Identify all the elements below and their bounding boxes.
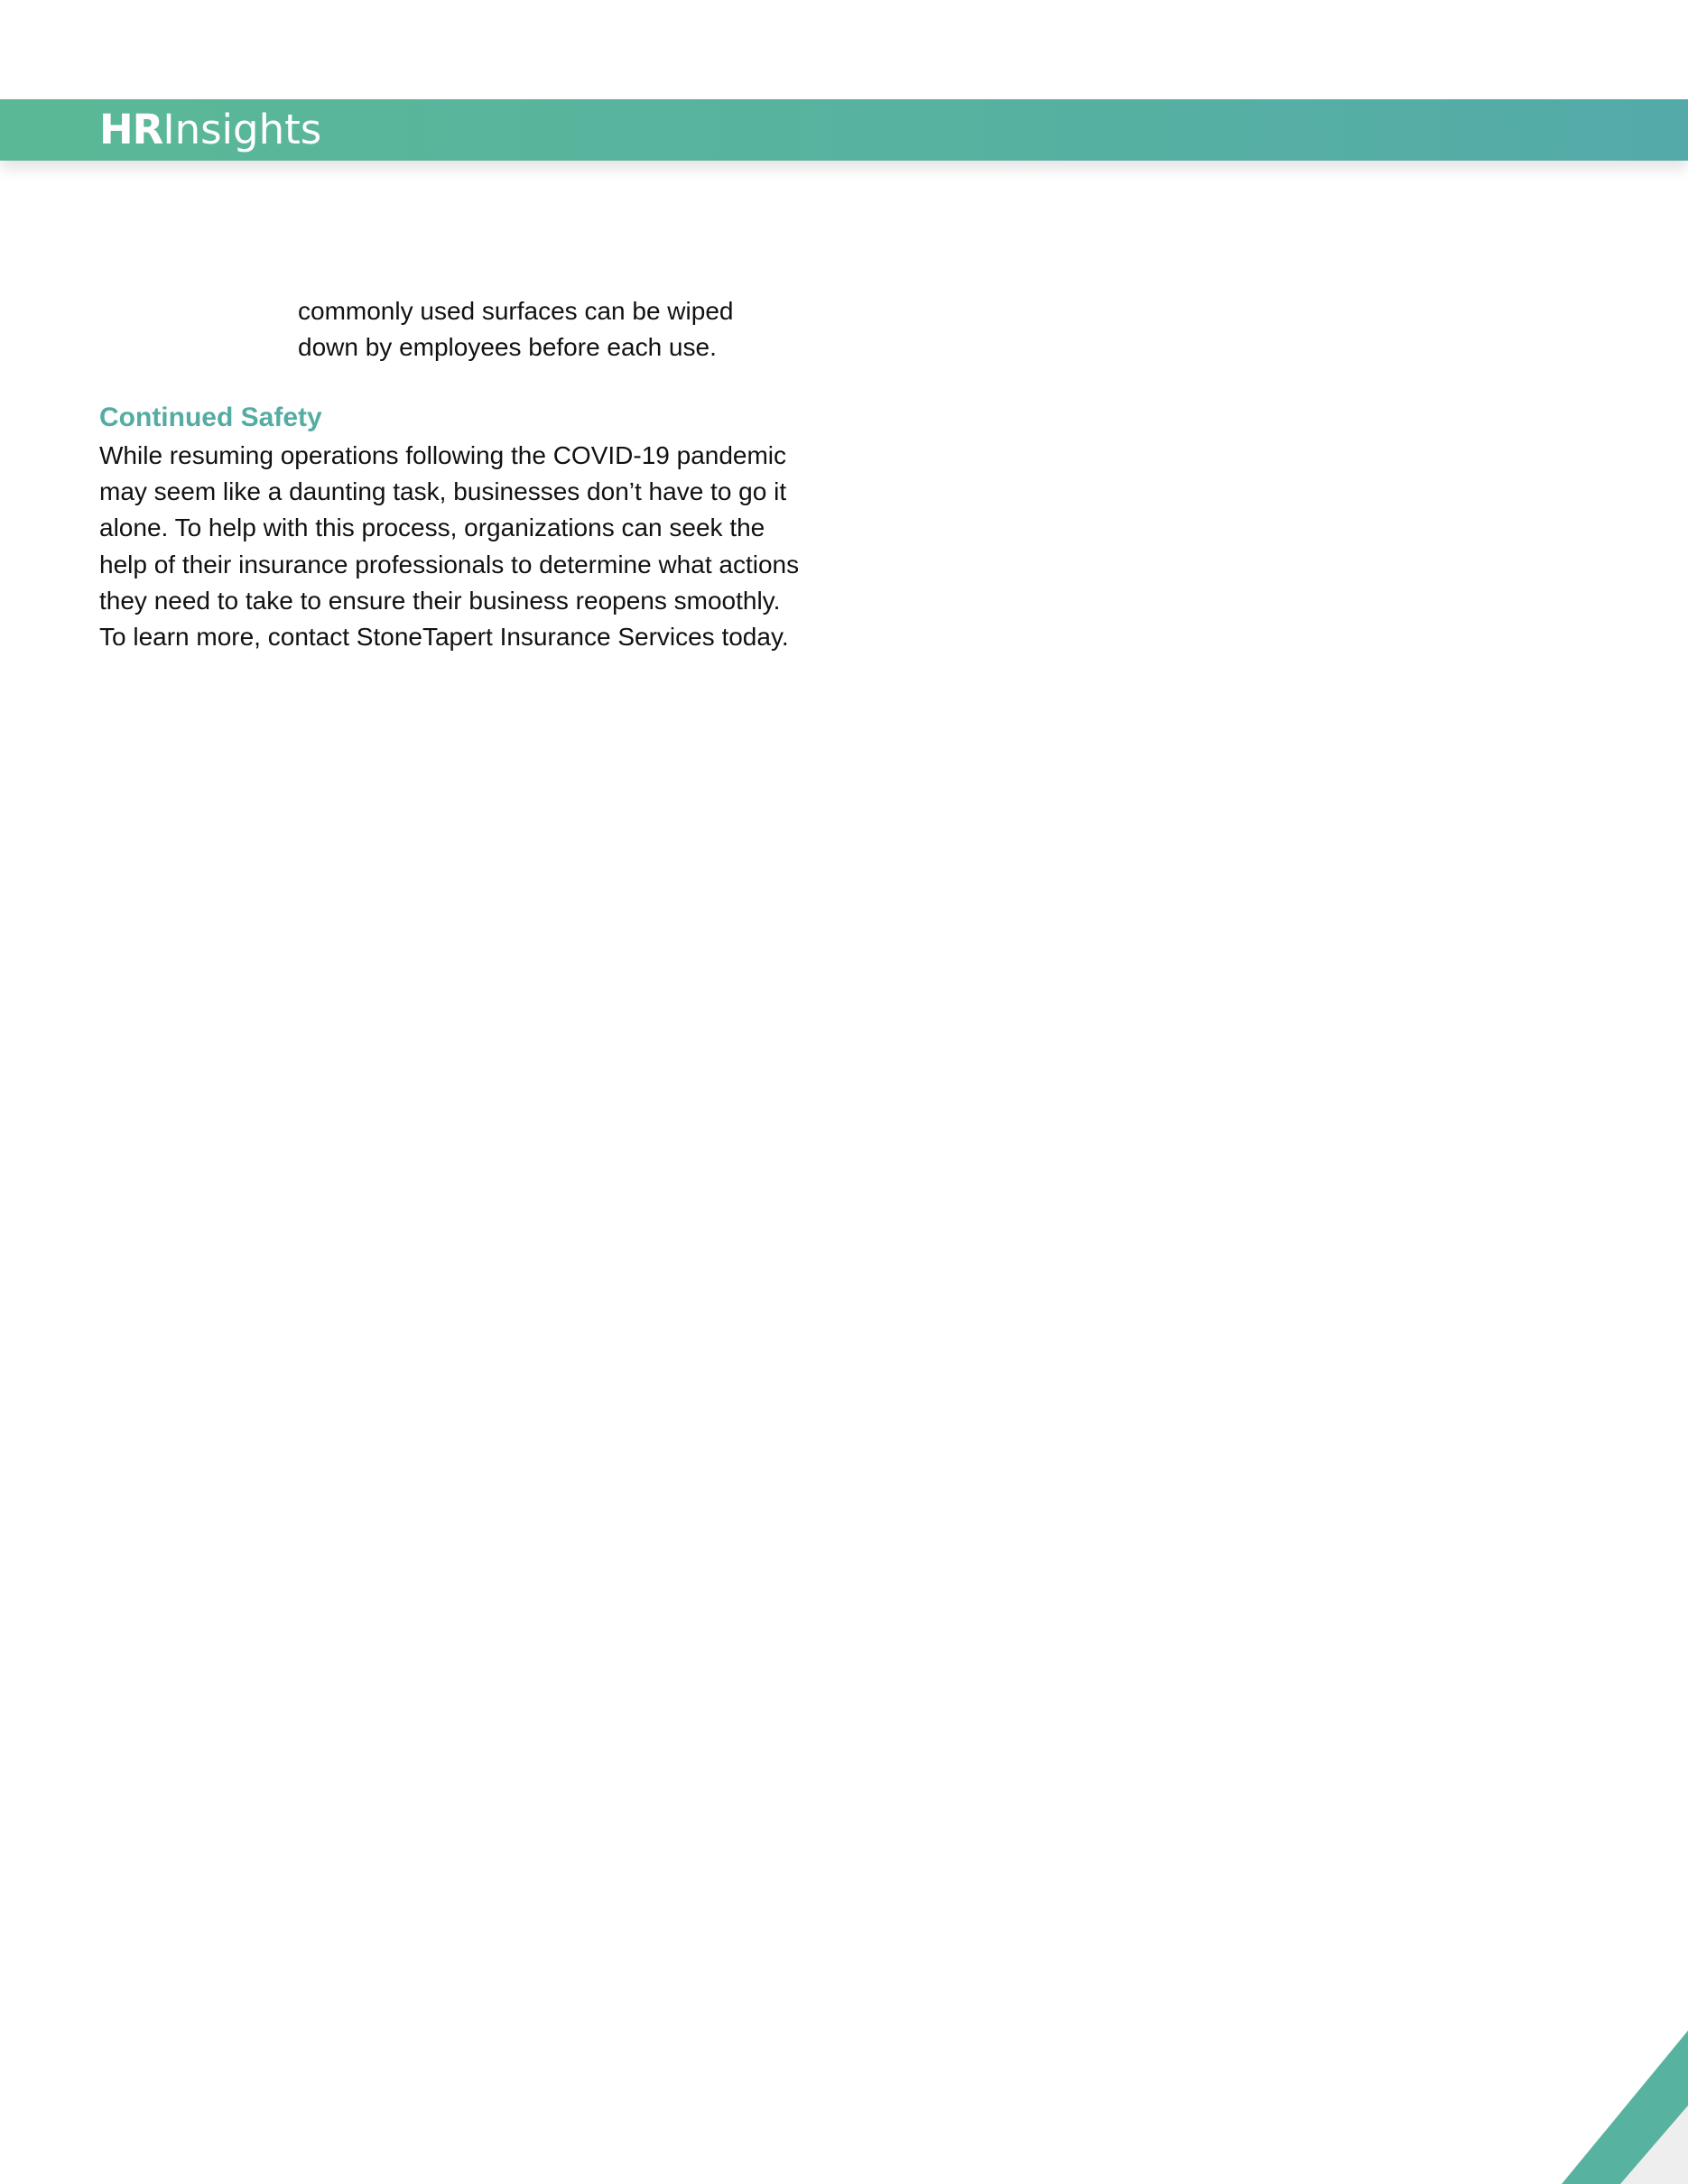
section-heading: Continued Safety: [99, 403, 322, 432]
continued-bullet-text: commonly used surfaces can be wiped down by employees before each use.: [298, 297, 734, 361]
brand-logo-bold: HR: [99, 106, 163, 153]
brand-logo-light: Insights: [162, 106, 322, 153]
header-bar: [0, 99, 1688, 161]
brand-logo: [99, 103, 321, 157]
corner-stripe-decoration: [1417, 1913, 1688, 2184]
section-body: While resuming operations following the COVID-19 pandemic may seem like a daunting task, businesses don’t have to go it alone. To help with this process, organizations can seek the help of their insurance professionals to determine what actions they need to take to ensure their business reopens smoothly. To learn more, contact StoneTapert Insurance Services today.: [99, 441, 800, 652]
document-body: [99, 293, 812, 655]
